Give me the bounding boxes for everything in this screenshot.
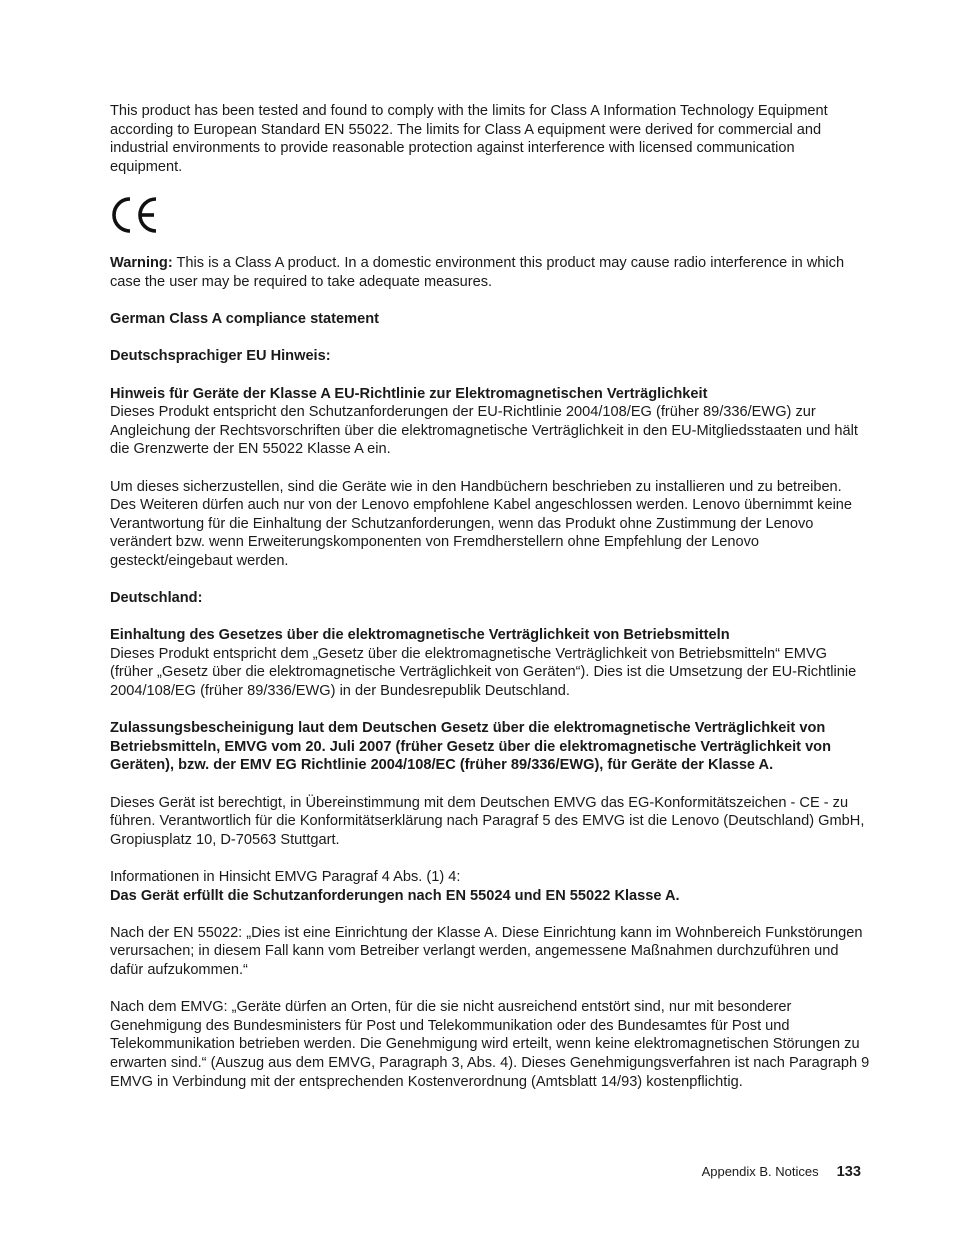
warning-label: Warning: [110,255,173,272]
berechtigt-paragraph: Dieses Gerät ist berechtigt, in Übereinstimmung mit dem Deutschen EMVG das EG-Konformitätszeichen - CE - zu führen. Verantwortlich für die Konformitätserklärung nach Paragraf 5 des EMVG ist die Lenovo (Deutschland) GmbH, Gropiusplatz 10, D-70563 Stuttgart. [110,794,865,848]
erfuellt-line: Das Gerät erfüllt die Schutzanforderungen nach EN 55024 und EN 55022 Klasse A. [110,887,680,904]
warning-text: This is a Class A product. In a domestic environment this product may cause radio interference in which case the user may be required to take adequate measures. [110,255,845,290]
deutschland-heading: Deutschland: [110,590,203,607]
page-number: 133 [836,1164,861,1180]
zulassung-heading: Zulassungsbescheinigung laut dem Deutschen Gesetz über die elektromagnetische Verträglichkeit von Betriebsmitteln, EMVG vom 20. Juli 2007 (früher Gesetz über die elektromagnetische Verträglichkeit von Geräten), bzw. der EMV EG Richtlinie 2004/108/EC (früher 89/336/EWG), für Geräte der Klasse A. [110,720,832,774]
intro-paragraph: This product has been tested and found to comply with the limits for Class A Information Technology Equipment according to European Standard EN 55022. The limits for Class A equipment were derived for commercial and industrial environments to provide reasonable protection against interference with licensed communication equipment. [110,103,828,175]
footer-section-label: Appendix B. Notices [701,1164,819,1179]
eu-hinweis-heading: Deutschsprachiger EU Hinweis: [110,348,331,365]
hinweis-subheading: Hinweis für Geräte der Klasse A EU-Richtlinie zur Elektromagnetischen Verträglichkeit [110,385,708,402]
hinweis-paragraph: Dieses Produkt entspricht den Schutzanforderungen der EU-Richtlinie 2004/108/EG (früher 89/336/EWG) zur Angleichung der Rechtsvorschriften über die elektromagnetische Verträglichkeit in den EU-Mitgliedsstaaten und hält die Grenzwerte der EN 55022 Klasse A ein. [110,404,858,458]
informationen-line: Informationen in Hinsicht EMVG Paragraf 4 Abs. (1) 4: [110,868,461,885]
einhaltung-paragraph: Dieses Produkt entspricht dem „Gesetz über die elektromagnetische Verträglichkeit von Betriebsmitteln“ EMVG (früher „Gesetz über die elektromagnetische Verträglichkeit von Geräten“). Dies ist die Umsetzung der EU-Richtlinie 2004/108/EG (früher 89/336/EWG) in der Bundesrepublik Deutschland. [110,645,857,700]
nach-emvg-paragraph: Nach dem EMVG: „Geräte dürfen an Orten, für die sie nicht ausreichend entstört sind, nur mit besonderer Genehmigung des Bundesministers für Post und Telekommunikation oder des Bundesamtes für Post und Telekommunikation betrieben werden. Die Genehmigung wird erteilt, wenn keine elektromagnetischen Störungen zu erwarten sind.“ (Auszug aus dem EMVG, Paragraph 3, Abs. 4). Dieses Genehmigungsverfahren ist nach Paragraph 9 EMVG in Verbindung mit der entsprechenden Kostenverordnung (Amtsblatt 14/93) kostenpflichtig. [110,999,870,1090]
nach-en-paragraph: Nach der EN 55022: „Dies ist eine Einrichtung der Klasse A. Diese Einrichtung kann im Wohnbereich Funkstörungen verursachen; in diesem Fall kann vom Betreiber verlangt werden, angemessene Maßnahmen durchzuführen und dafür aufzukommen.“ [110,924,863,978]
page-footer [702,1163,861,1181]
document-body [110,102,870,1091]
einhaltung-subheading: Einhaltung des Gesetzes über die elektromagnetische Verträglichkeit von Betriebsmitteln [110,627,730,644]
german-compliance-heading: German Class A compliance statement [110,311,380,328]
warning-paragraph [110,254,870,291]
ce-mark-icon [110,196,160,234]
um-dieses-paragraph: Um dieses sicherzustellen, sind die Geräte wie in den Handbüchern beschrieben zu installieren und zu betreiben. Des Weiteren dürfen auch nur von der Lenovo empfohlene Kabel angeschlossen werden. Lenovo übernimmt keine Verantwortung für die Einhaltung der Schutzanforderungen, wenn das Produkt ohne Zustimmung der Lenovo verändert bzw. wenn Erweiterungskomponenten von Fremdherstellern ohne Empfehlung der Lenovo gesteckt/eingebaut werden. [110,478,853,569]
